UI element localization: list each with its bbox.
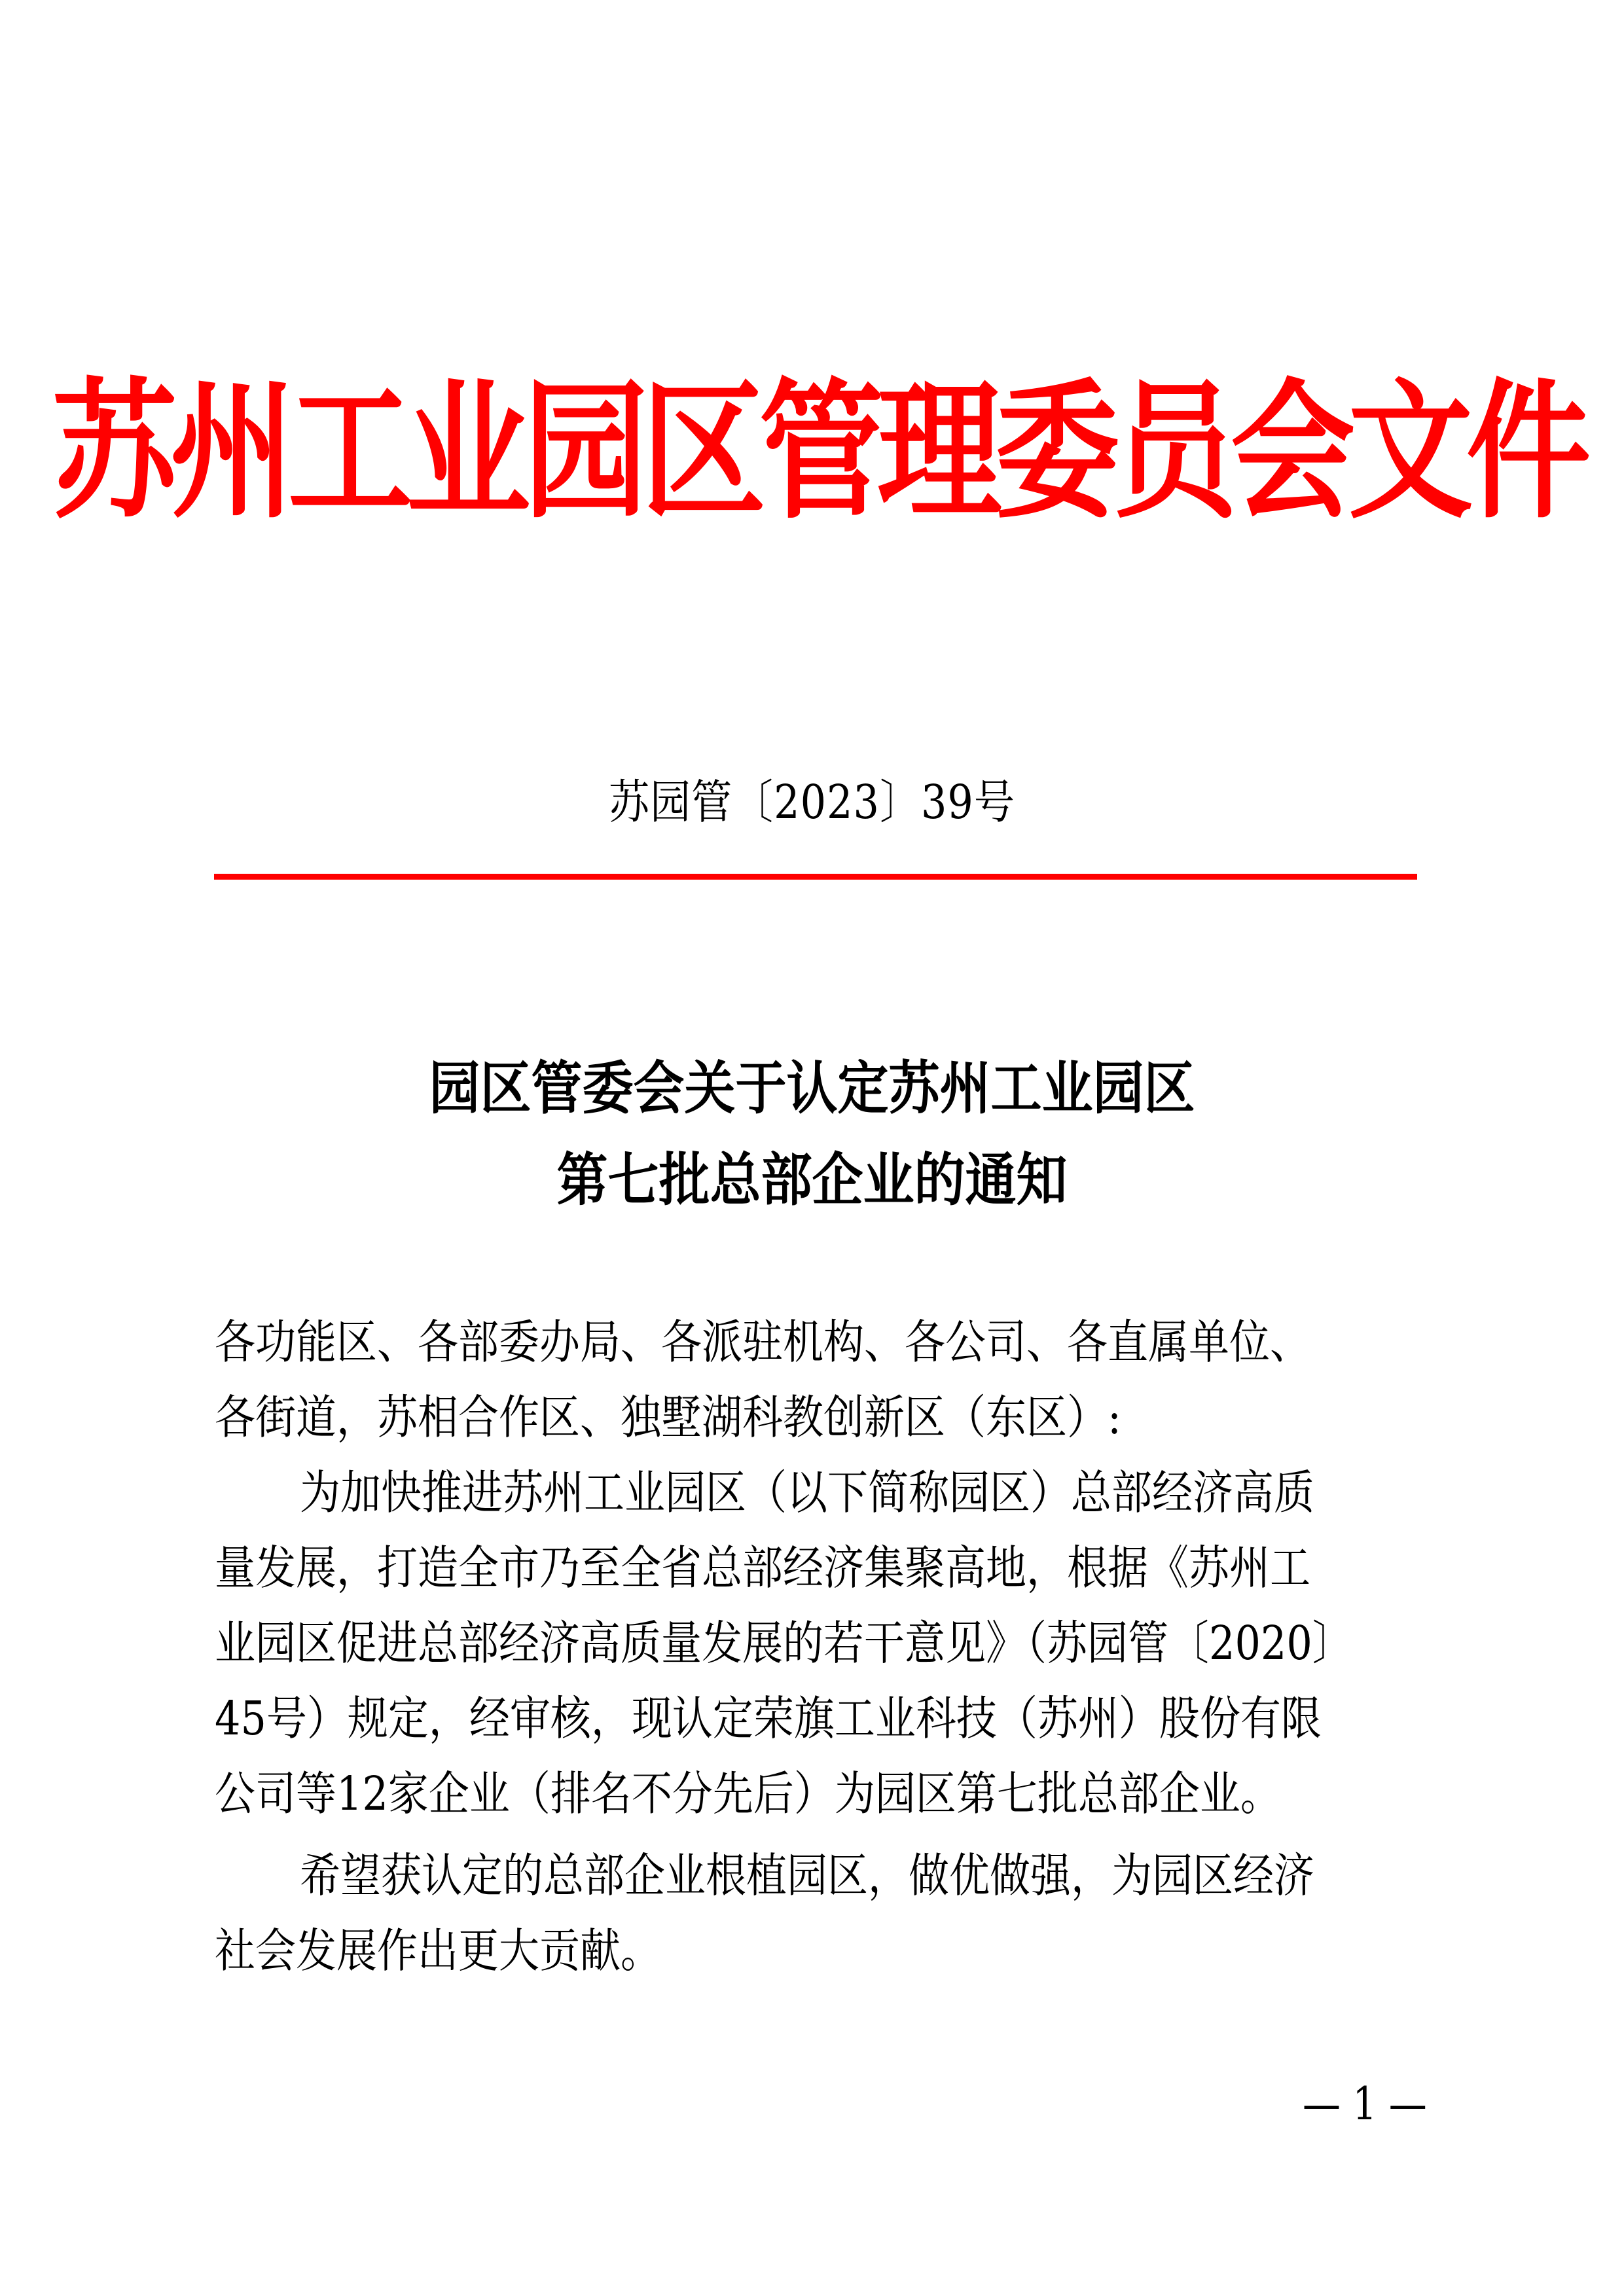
paragraph-1-line-1: 为加快推进苏州工业园区（以下简称园区）总部经济高质 bbox=[300, 1465, 1315, 1520]
paragraph-1-line-2: 量发展，打造全市乃至全省总部经济集聚高地，根据《苏州工 bbox=[215, 1540, 1311, 1596]
addressee-line-1: 各功能区、各部委办局、各派驻机构、各公司、各直属单位、 bbox=[215, 1314, 1311, 1370]
paragraph-2-line-1: 希望获认定的总部企业根植园区，做优做强，为园区经济 bbox=[300, 1848, 1315, 1903]
red-divider-line bbox=[214, 874, 1417, 880]
paragraph-1-line-5: 公司等12家企业（排名不分先后）为园区第七批总部企业。 bbox=[215, 1766, 1281, 1821]
page-number: — 1 — bbox=[1303, 2077, 1427, 2130]
document-masthead: 苏州工业园区管理委员会文件 bbox=[52, 363, 1585, 539]
document-title-line-1: 园区管委会关于认定苏州工业园区 bbox=[429, 1055, 1195, 1122]
addressee-line-2: 各街道，苏相合作区、独墅湖科教创新区（东区）: bbox=[215, 1390, 1121, 1445]
document-number: 苏园管〔2023〕39号 bbox=[609, 774, 1015, 830]
paragraph-1-line-4: 45号）规定，经审核，现认定荣旗工业科技（苏州）股份有限 bbox=[215, 1691, 1322, 1746]
paragraph-2-line-2: 社会发展作出更大贡献。 bbox=[215, 1923, 662, 1979]
document-title-line-2: 第七批总部企业的通知 bbox=[556, 1147, 1068, 1214]
paragraph-1-line-3: 业园区促进总部经济高质量发展的若干意见》（苏园管〔2020〕 bbox=[215, 1615, 1353, 1671]
